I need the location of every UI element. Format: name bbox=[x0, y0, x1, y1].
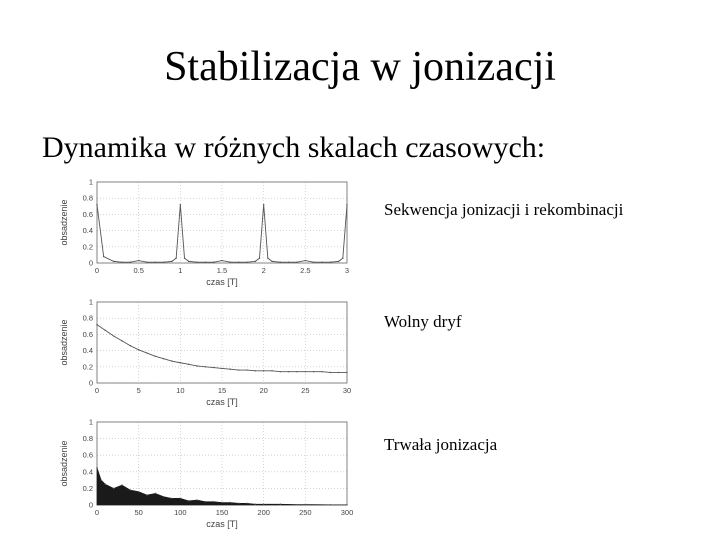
chart2-point bbox=[155, 493, 156, 494]
chart2-y-axis-label: obsadzenie bbox=[59, 440, 69, 487]
chart0-x-axis-label: czas [T] bbox=[206, 277, 238, 287]
chart0-point bbox=[280, 261, 281, 262]
chart0-point bbox=[180, 204, 181, 205]
chart1-y-tick-label: 1 bbox=[88, 297, 93, 307]
chart2-point bbox=[296, 504, 297, 505]
chart2-point bbox=[163, 496, 164, 497]
chart0-point bbox=[305, 260, 306, 261]
chart2-y-tick-label: 0.2 bbox=[82, 483, 93, 493]
chart0-point bbox=[296, 261, 297, 262]
chart1-point bbox=[271, 370, 272, 371]
chart0-y-axis-label: obsadzenie bbox=[59, 199, 69, 246]
chart1-point bbox=[96, 324, 97, 325]
chart2-x-tick-label: 200 bbox=[257, 508, 270, 517]
chart1-point bbox=[171, 360, 172, 361]
chart0-x-tick-label: 0.5 bbox=[133, 266, 144, 275]
chart1-x-tick-label: 10 bbox=[176, 386, 185, 395]
caption-ionization-recombination: Sekwencja jonizacji i rekombinacji bbox=[384, 200, 624, 219]
chart2-y-tick-label: 1 bbox=[88, 417, 93, 427]
chart1-y-tick-label: 0 bbox=[88, 378, 93, 388]
chart0-point bbox=[267, 257, 268, 258]
chart0-point bbox=[313, 261, 314, 262]
chart0-point bbox=[121, 261, 122, 262]
chart0-x-tick-label: 1.5 bbox=[216, 266, 228, 275]
chart0-y-tick-label: 0.6 bbox=[82, 209, 93, 219]
chart1-point bbox=[296, 371, 297, 372]
chart0-point bbox=[221, 260, 222, 261]
chart1-point bbox=[155, 356, 156, 357]
chart0-x-tick-label: 2.5 bbox=[300, 266, 311, 275]
chart1-point bbox=[163, 358, 164, 359]
chart1-point bbox=[246, 369, 247, 370]
chart1-point bbox=[121, 340, 122, 341]
chart0-point bbox=[263, 204, 264, 205]
chart1-point bbox=[230, 369, 231, 370]
chart2-point bbox=[105, 484, 106, 485]
chart1-point bbox=[321, 371, 322, 372]
chart2-x-axis-label: czas [T] bbox=[206, 519, 238, 529]
chart0-point bbox=[196, 261, 197, 262]
chart1-x-tick-label: 0 bbox=[94, 386, 100, 395]
chart1-point bbox=[238, 369, 239, 370]
chart0-point bbox=[246, 261, 247, 262]
chart1-y-tick-label: 0.4 bbox=[82, 346, 93, 356]
chart0-point bbox=[175, 257, 176, 258]
chart0-point bbox=[255, 261, 256, 262]
chart1-y-tick-label: 0.6 bbox=[82, 329, 93, 339]
chart0-point bbox=[342, 257, 343, 258]
slide-subtitle: Dynamika w różnych skalach czasowych: bbox=[42, 131, 546, 164]
chart2-x-tick-label: 150 bbox=[215, 508, 229, 517]
chart0-point bbox=[205, 261, 206, 262]
chart0-point bbox=[338, 261, 339, 262]
chart2-x-tick-label: 100 bbox=[174, 508, 187, 517]
chart0-point bbox=[96, 204, 97, 205]
chart0-point bbox=[155, 261, 156, 262]
chart1-point bbox=[180, 362, 181, 363]
chart1-point bbox=[196, 365, 197, 366]
slide-title: Stabilizacja w jonizacji bbox=[164, 44, 556, 90]
chart1-point bbox=[263, 370, 264, 371]
chart2-point bbox=[146, 494, 147, 495]
chart1-point bbox=[346, 372, 347, 373]
chart2-point bbox=[255, 503, 256, 504]
chart2-x-tick-label: 300 bbox=[340, 508, 354, 517]
chart2-point bbox=[221, 502, 222, 503]
chart1-point bbox=[221, 368, 222, 369]
chart0-point bbox=[171, 261, 172, 262]
chart2-point bbox=[100, 479, 101, 480]
chart2-point bbox=[246, 503, 247, 504]
chart0-point bbox=[138, 260, 139, 261]
caption-persistent-ionization: Trwała jonizacja bbox=[384, 435, 498, 454]
chart2-point bbox=[188, 500, 189, 501]
chart0-point bbox=[230, 261, 231, 262]
chart1-point bbox=[280, 371, 281, 372]
chart2-x-tick-label: 250 bbox=[299, 508, 312, 517]
chart2-point bbox=[230, 502, 231, 503]
chart2-x-tick-label: 0 bbox=[94, 508, 100, 517]
chart1-x-tick-label: 15 bbox=[217, 386, 227, 395]
chart0-point bbox=[321, 261, 322, 262]
chart2-point bbox=[171, 498, 172, 499]
chart1-y-axis-label: obsadzenie bbox=[59, 319, 69, 366]
chart1-y-tick-label: 0.8 bbox=[82, 313, 93, 323]
chart0-point bbox=[288, 261, 289, 262]
chart2-point bbox=[113, 488, 114, 489]
chart1-x-tick-label: 20 bbox=[259, 386, 268, 395]
chart0-y-tick-label: 0.8 bbox=[82, 193, 93, 203]
chart1-point bbox=[213, 367, 214, 368]
chart1-point bbox=[138, 349, 139, 350]
chart2-point bbox=[213, 501, 214, 502]
chart2-point bbox=[96, 467, 97, 468]
chart0-y-tick-label: 0 bbox=[88, 258, 93, 268]
chart0-point bbox=[346, 204, 347, 205]
chart2-x-tick-label: 50 bbox=[134, 508, 143, 517]
chart0-point bbox=[184, 257, 185, 258]
caption-slow-drift: Wolny dryf bbox=[384, 312, 462, 331]
chart1-point bbox=[146, 352, 147, 353]
chart0-point bbox=[130, 261, 131, 262]
chart2-point bbox=[330, 504, 331, 505]
chart2-point bbox=[280, 503, 281, 504]
chart1-point bbox=[330, 372, 331, 373]
chart1-x-tick-label: 25 bbox=[301, 386, 310, 395]
chart1-point bbox=[113, 335, 114, 336]
chart0-y-tick-label: 0.2 bbox=[82, 242, 93, 252]
chart1-point bbox=[205, 366, 206, 367]
chart2-y-tick-label: 0.6 bbox=[82, 450, 93, 460]
chart1-point bbox=[255, 370, 256, 371]
chart0-point bbox=[163, 261, 164, 262]
chart0-y-tick-label: 0.4 bbox=[82, 226, 93, 236]
chart2-y-tick-label: 0.8 bbox=[82, 434, 93, 444]
chart1-point bbox=[288, 371, 289, 372]
chart0-point bbox=[330, 261, 331, 262]
chart0-point bbox=[146, 261, 147, 262]
chart2-point bbox=[130, 489, 131, 490]
chart2-y-tick-label: 0.4 bbox=[82, 467, 93, 477]
chart0-x-tick-label: 0 bbox=[94, 266, 100, 275]
chart2-point bbox=[196, 499, 197, 500]
chart2-point bbox=[313, 504, 314, 505]
chart0-point bbox=[113, 261, 114, 262]
chart0-point bbox=[213, 261, 214, 262]
chart1-point bbox=[305, 371, 306, 372]
chart2-point bbox=[346, 504, 347, 505]
chart2-point bbox=[138, 491, 139, 492]
chart2-point bbox=[263, 503, 264, 504]
chart1-point bbox=[188, 364, 189, 365]
chart0-x-tick-label: 1 bbox=[178, 266, 183, 275]
chart0-y-tick-label: 1 bbox=[88, 177, 93, 187]
chart1-point bbox=[130, 345, 131, 346]
chart2-point bbox=[238, 503, 239, 504]
chart0-point bbox=[259, 257, 260, 258]
chart1-point bbox=[105, 330, 106, 331]
chart0-point bbox=[188, 261, 189, 262]
chart2-point bbox=[121, 484, 122, 485]
chart0-point bbox=[238, 261, 239, 262]
chart0-x-tick-label: 2 bbox=[261, 266, 266, 275]
chart2-y-tick-label: 0 bbox=[88, 500, 93, 510]
chart2-point bbox=[205, 501, 206, 502]
chart1-x-axis-label: czas [T] bbox=[206, 397, 238, 407]
chart2-point bbox=[180, 498, 181, 499]
chart1-x-tick-label: 5 bbox=[136, 386, 141, 395]
chart0-x-tick-label: 3 bbox=[344, 266, 350, 275]
chart0-point bbox=[271, 261, 272, 262]
chart1-x-tick-label: 30 bbox=[342, 386, 352, 395]
chart1-point bbox=[313, 371, 314, 372]
chart1-y-tick-label: 0.2 bbox=[82, 362, 93, 372]
chart1-point bbox=[338, 372, 339, 373]
chart0-point bbox=[103, 256, 104, 257]
